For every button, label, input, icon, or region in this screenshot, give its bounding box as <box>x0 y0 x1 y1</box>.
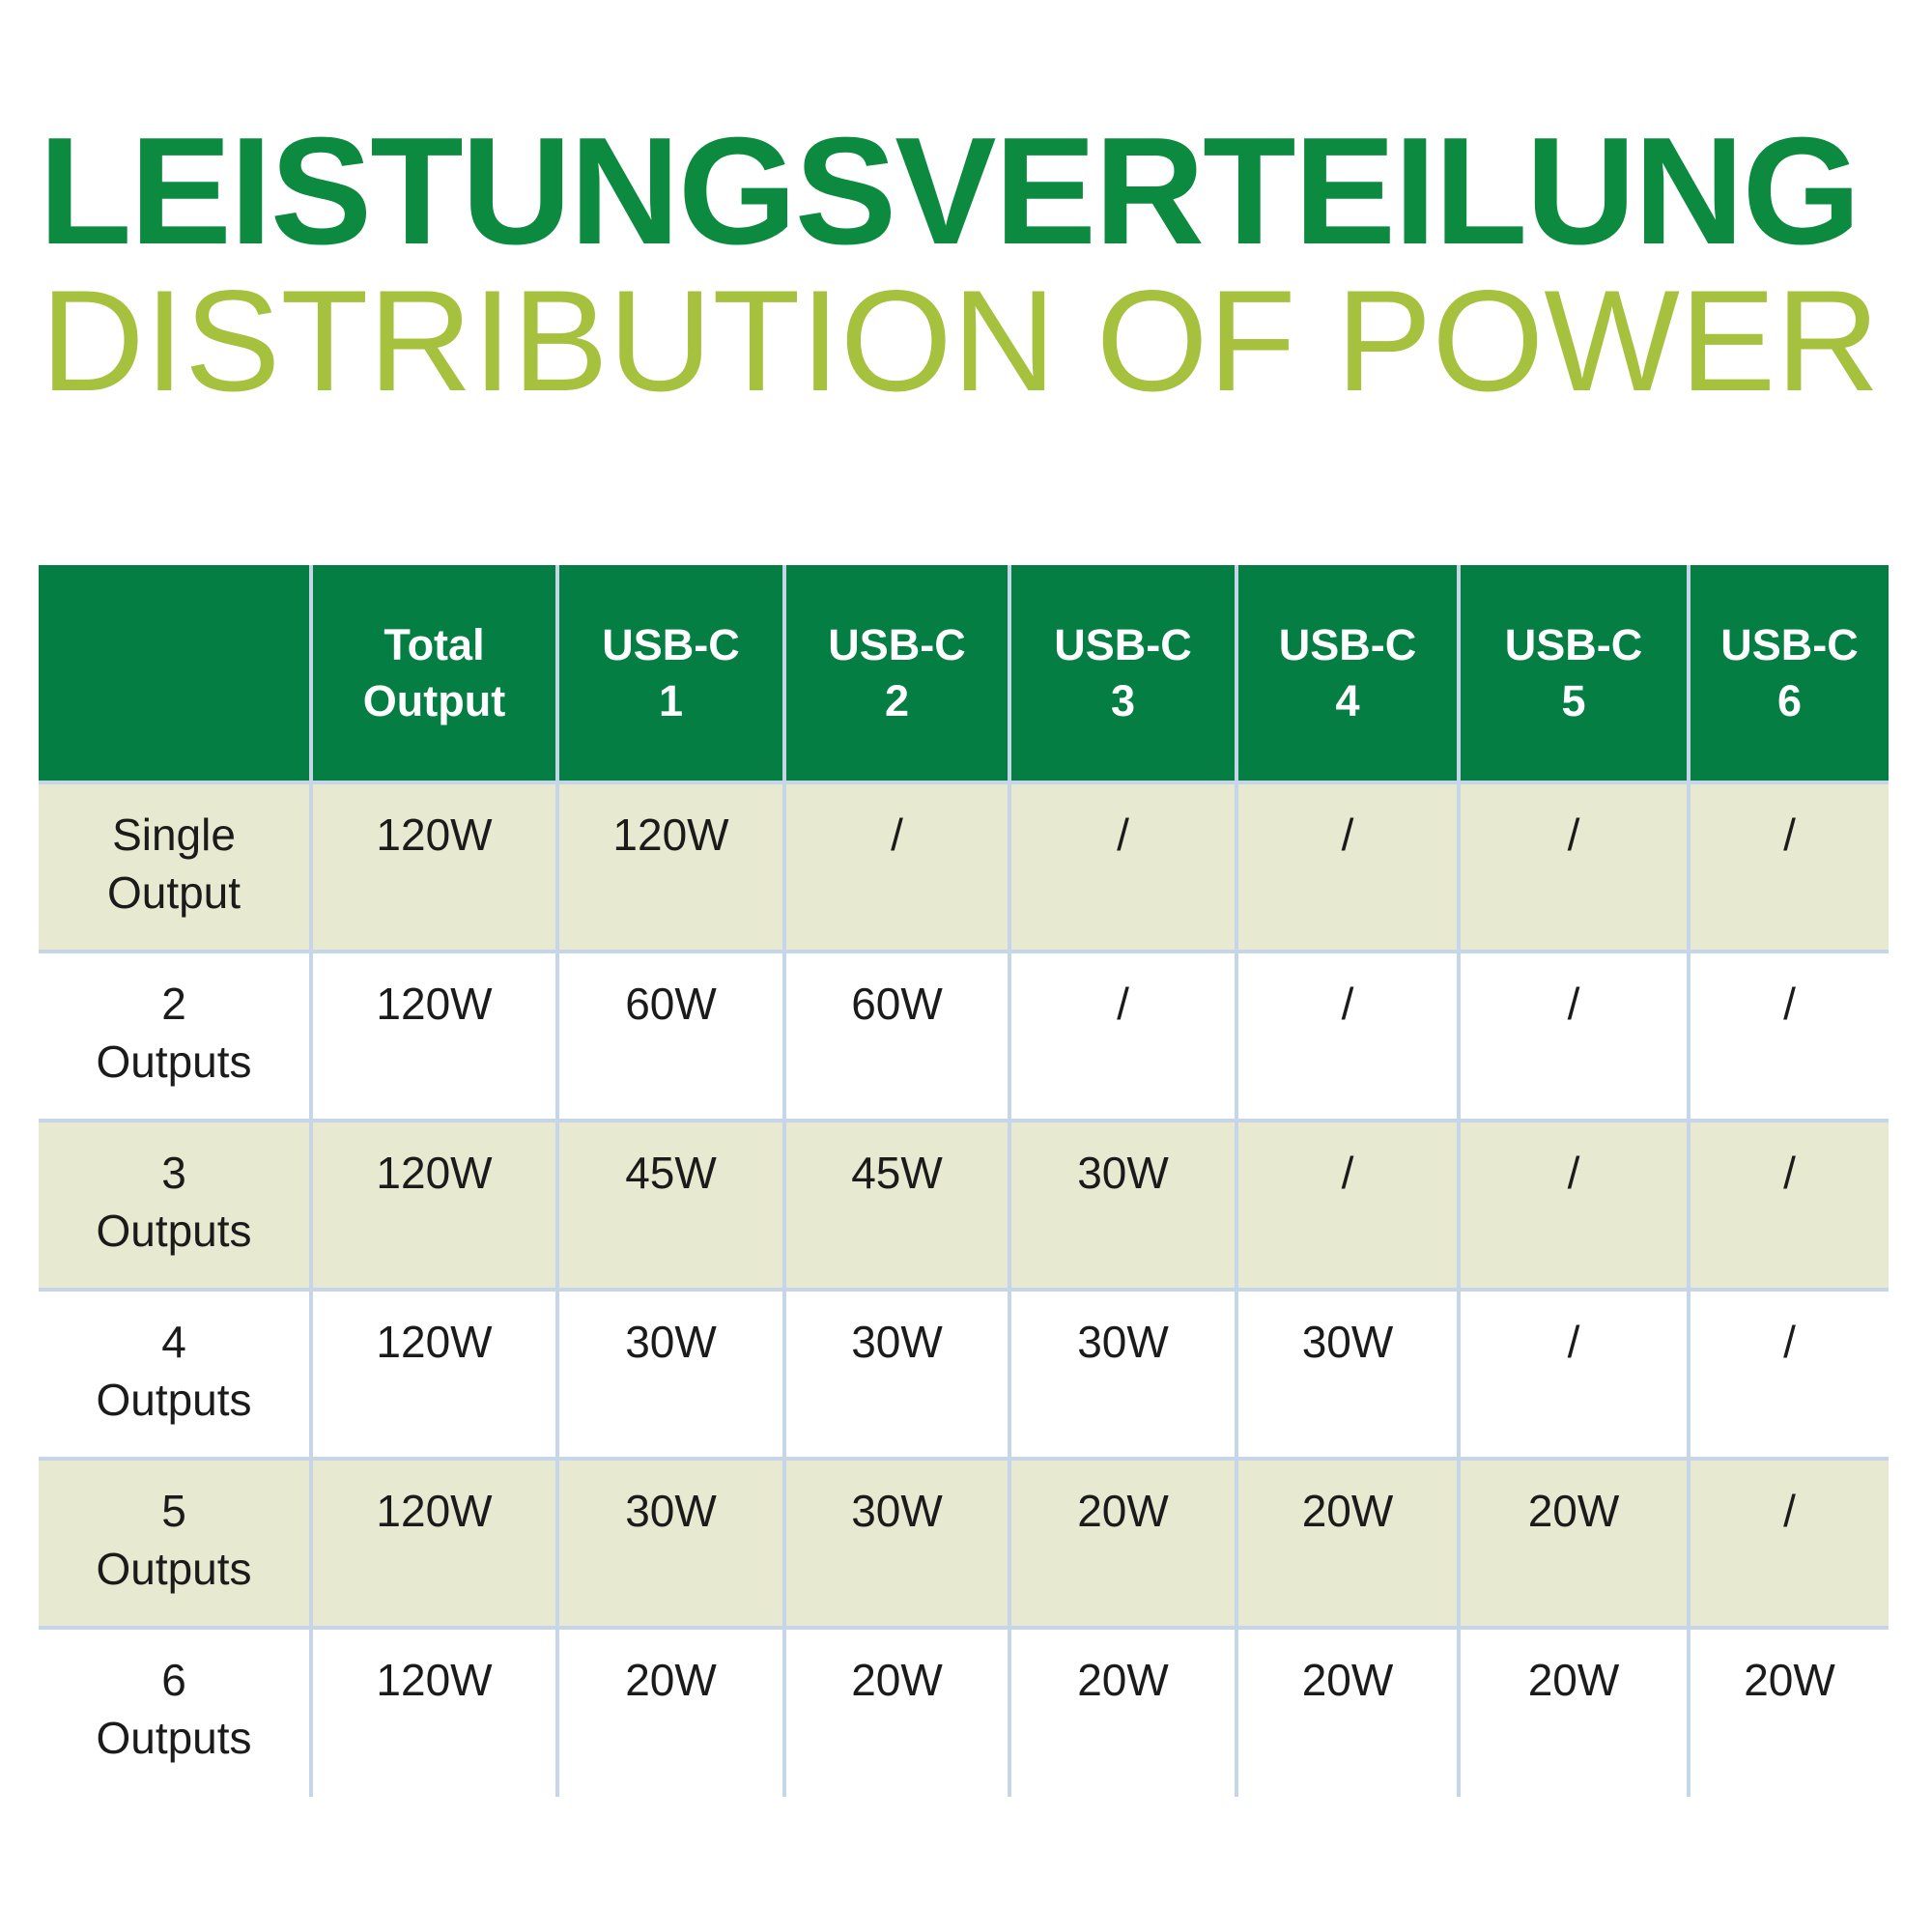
table-row-3-outputs <box>39 1121 1889 1290</box>
table-row-5-outputs <box>39 1459 1889 1628</box>
row-label-line: 2 <box>161 979 186 1029</box>
table-cell: / <box>1689 782 1889 952</box>
table-cell: 20W <box>1459 1459 1689 1628</box>
page-title-english: DISTRIBUTION OF POWER <box>41 260 1880 421</box>
table-cell: 20W <box>784 1628 1009 1797</box>
table-cell: 30W <box>557 1459 784 1628</box>
column-header-line: USB-C <box>1054 619 1192 669</box>
row-label <box>39 952 311 1121</box>
row-label-line: Outputs <box>96 1037 252 1087</box>
column-header-line: USB-C <box>602 619 740 669</box>
column-header-line: 4 <box>1335 675 1360 725</box>
row-label <box>39 1290 311 1459</box>
table-row-single-output <box>39 782 1889 952</box>
header-row <box>39 565 1889 782</box>
column-header-usb-c-4 <box>1236 565 1459 782</box>
table-cell: 20W <box>557 1628 784 1797</box>
table-cell: / <box>1009 952 1236 1121</box>
table-cell: 20W <box>1009 1459 1236 1628</box>
power-distribution-table <box>39 565 1889 1797</box>
table-cell: / <box>1689 1121 1889 1290</box>
table-cell: 30W <box>784 1290 1009 1459</box>
table-cell: 20W <box>1689 1628 1889 1797</box>
table-cell: 20W <box>1236 1459 1459 1628</box>
column-header-line: USB-C <box>1720 619 1859 669</box>
table-cell: / <box>1689 1459 1889 1628</box>
table-cell: / <box>1459 952 1689 1121</box>
table-cell: 120W <box>311 782 557 952</box>
table-cell: / <box>1236 952 1459 1121</box>
table-row-6-outputs <box>39 1628 1889 1797</box>
column-header-total-output <box>311 565 557 782</box>
table-cell: 20W <box>1009 1628 1236 1797</box>
table-cell: 20W <box>1459 1628 1689 1797</box>
column-header-line: USB-C <box>1278 619 1417 669</box>
row-label <box>39 782 311 952</box>
column-header-usb-c-1 <box>557 565 784 782</box>
table-cell: 120W <box>311 1459 557 1628</box>
table-cell: 30W <box>784 1459 1009 1628</box>
table-cell: 30W <box>1009 1290 1236 1459</box>
corner-cell <box>39 565 311 782</box>
table-cell: 30W <box>1009 1121 1236 1290</box>
column-header-line: 3 <box>1110 675 1136 725</box>
page-title-german: LEISTUNGSVERTEILUNG <box>39 106 1860 276</box>
row-label-line: 6 <box>161 1655 186 1705</box>
row-label-line: Outputs <box>96 1206 252 1256</box>
column-header-line: 6 <box>1776 675 1803 725</box>
row-label-line: Outputs <box>96 1375 252 1425</box>
table-cell: / <box>1236 782 1459 952</box>
row-label-line: Outputs <box>96 1544 252 1594</box>
table-cell: / <box>1236 1121 1459 1290</box>
table-cell: 30W <box>1236 1290 1459 1459</box>
row-label <box>39 1121 311 1290</box>
table-cell: / <box>1459 1290 1689 1459</box>
table-cell: 30W <box>557 1290 784 1459</box>
table-row-2-outputs <box>39 952 1889 1121</box>
row-label <box>39 1459 311 1628</box>
table-cell: / <box>1689 1290 1889 1459</box>
row-label-line: 3 <box>161 1148 186 1198</box>
table-cell: / <box>784 782 1009 952</box>
table-row-4-outputs <box>39 1290 1889 1459</box>
table-cell: 120W <box>311 1290 557 1459</box>
column-header-line: USB-C <box>1504 619 1643 669</box>
table-cell: 60W <box>784 952 1009 1121</box>
row-label-line: Output <box>106 867 242 918</box>
table-cell: / <box>1009 782 1236 952</box>
column-header-usb-c-3 <box>1009 565 1236 782</box>
table-cell: 120W <box>311 1628 557 1797</box>
table-cell: / <box>1459 782 1689 952</box>
table-cell: 45W <box>557 1121 784 1290</box>
table-cell: 45W <box>784 1121 1009 1290</box>
row-label <box>39 1628 311 1797</box>
column-header-line: 5 <box>1561 675 1586 725</box>
table-cell: 60W <box>557 952 784 1121</box>
column-header-usb-c-5 <box>1459 565 1689 782</box>
table-header <box>39 565 1889 782</box>
table-cell: 20W <box>1236 1628 1459 1797</box>
table-cell: 120W <box>311 952 557 1121</box>
table-cell: 120W <box>311 1121 557 1290</box>
row-label-line: Single <box>112 810 236 860</box>
table-cell: / <box>1689 952 1889 1121</box>
column-header-line: Output <box>362 675 506 725</box>
table-cell: / <box>1459 1121 1689 1290</box>
row-label-line: 5 <box>161 1486 186 1536</box>
table-cell: 120W <box>557 782 784 952</box>
column-header-line: Total <box>384 619 485 669</box>
column-header-usb-c-2 <box>784 565 1009 782</box>
column-header-usb-c-6 <box>1689 565 1889 782</box>
table-body <box>39 782 1889 1797</box>
column-header-line: 1 <box>658 675 684 725</box>
column-header-line: 2 <box>884 675 910 725</box>
row-label-line: Outputs <box>96 1713 252 1763</box>
column-header-line: USB-C <box>828 619 966 669</box>
row-label-line: 4 <box>161 1317 186 1367</box>
